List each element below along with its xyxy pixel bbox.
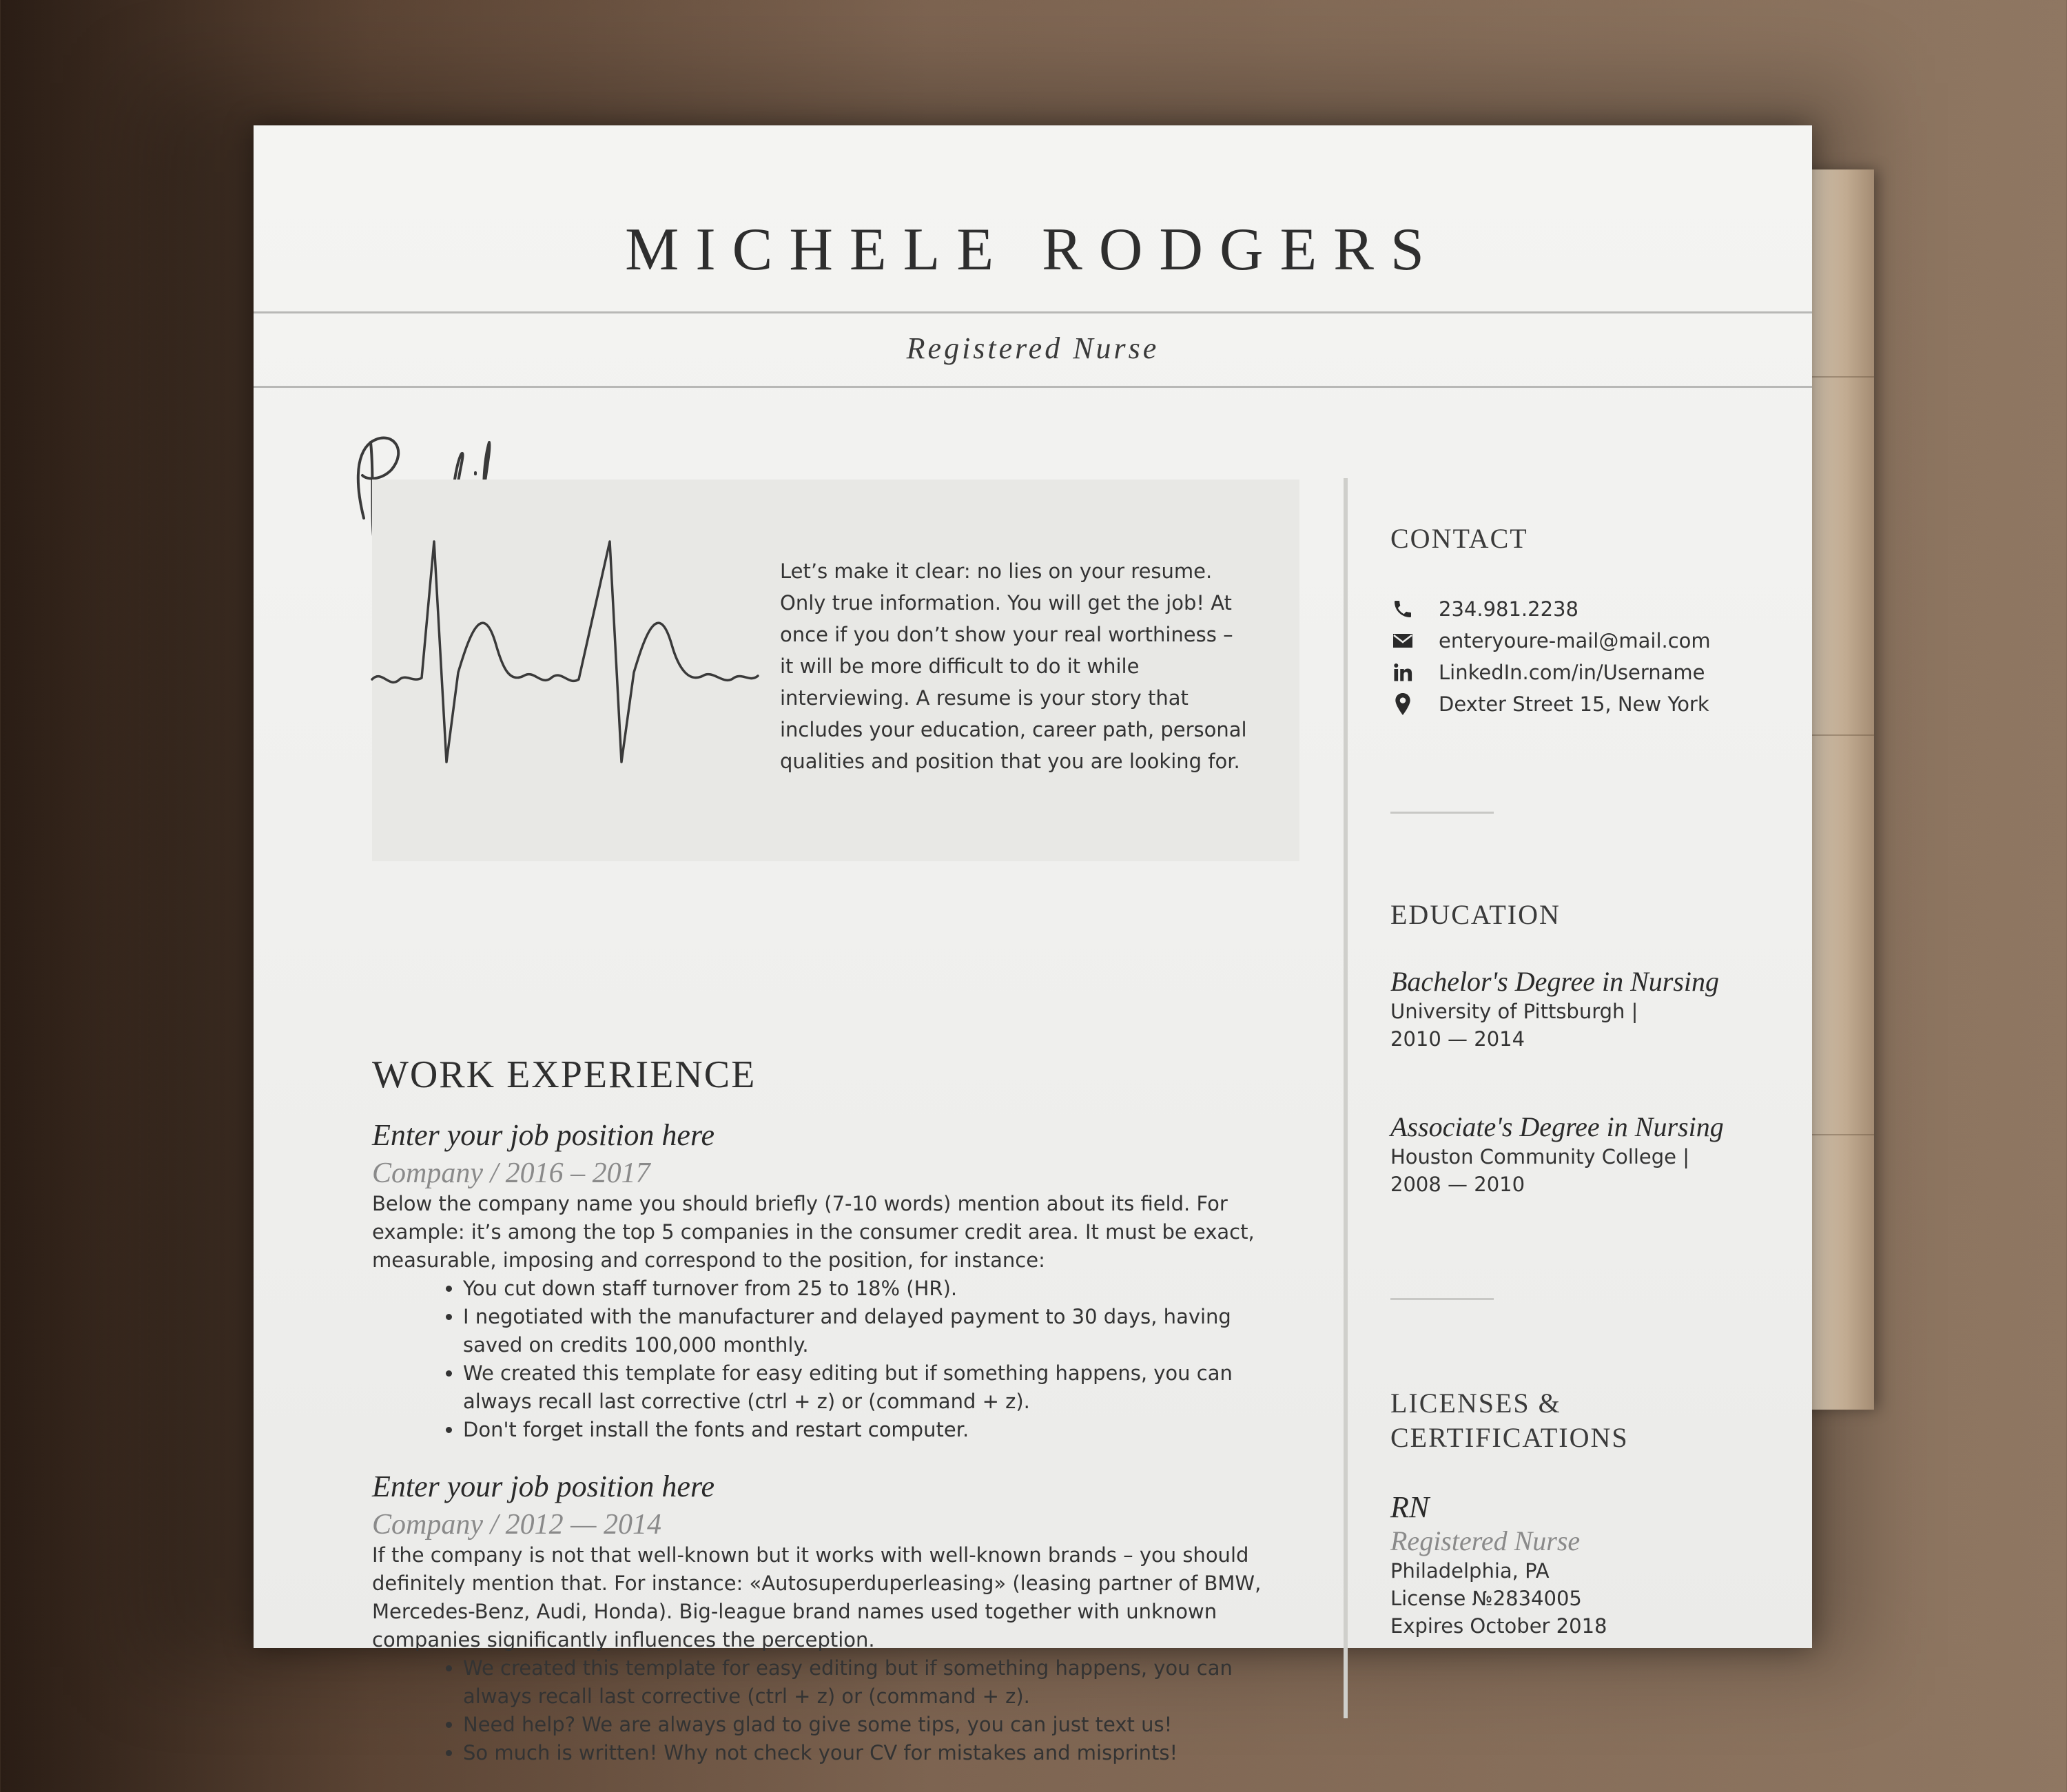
license-location: Philadelphia, PA (1390, 1559, 1550, 1583)
education-years: 2010 — 2014 (1390, 1027, 1525, 1051)
job-position: Enter your job position here (372, 1118, 714, 1152)
contact-phone-text[interactable]: 234.981.2238 (1439, 597, 1578, 621)
license-title: RN (1390, 1490, 1430, 1524)
work-experience (372, 1118, 1288, 1792)
licenses-heading-line2: CERTIFICATIONS (1390, 1422, 1629, 1453)
education-item (1390, 965, 1749, 1053)
job-description: If the company is not that well-known but it works with well-known brands – you should definitely mention that. For instance: «Autosuperduperleasing» (leasing partner of BMW, Mercedes-Benz, Audi, Honda). Big-league brand names used together with unknown companies significantly influences the perception. (372, 1543, 1262, 1651)
education-degree: Associate's Degree in Nursing (1390, 1111, 1724, 1142)
license-number: License №2834005 (1390, 1587, 1582, 1610)
education-item (1390, 1111, 1749, 1198)
phone-icon (1390, 597, 1415, 621)
contact-linkedin-text[interactable]: LinkedIn.com/in/Username (1439, 661, 1705, 684)
profile-text: Let’s make it clear: no lies on your resume. Only true information. You will get the job! At once if you don’t show your real worthiness – it will be more difficult to do it while interviewing. A resume is your story that includes your education, career path, personal qualities and position that you are looking for. (780, 559, 1247, 773)
education-degree: Bachelor's Degree in Nursing (1390, 966, 1720, 997)
education-school: Houston Community College | (1390, 1145, 1689, 1168)
job-bullets (372, 1275, 1288, 1444)
licenses-section (1390, 1386, 1749, 1640)
contact-linkedin (1390, 657, 1749, 688)
sidebar-rule (1390, 1298, 1494, 1300)
licenses-heading-line1: LICENSES & (1390, 1388, 1561, 1419)
job-company: Company / 2016 – 2017 (372, 1157, 650, 1189)
resume-name: MICHELE RODGERS (625, 216, 1441, 283)
contact-address-text: Dexter Street 15, New York (1439, 692, 1709, 716)
contact-email (1390, 625, 1749, 657)
resume-sheet (254, 125, 1812, 1764)
job-bullet: • Need help? We are always glad to give some tips, you can just text us! (463, 1711, 1288, 1739)
job-bullet: • I negotiated with the manufacturer and delayed payment to 30 days, having saved on credits 100,000 monthly. (463, 1303, 1288, 1359)
job-bullet: • We created this template for easy editing but if something happens, you can always recall last corrective (ctrl + z) or (command + z). (463, 1359, 1288, 1416)
license-item (1390, 1490, 1749, 1640)
education-school: University of Pittsburgh | (1390, 1000, 1638, 1023)
job-entry (372, 1469, 1288, 1767)
header-rule-bottom (254, 386, 1812, 388)
job-bullet: • So much is written! Why not check your CV for mistakes and misprints! (463, 1739, 1288, 1767)
education-heading: EDUCATION (1390, 899, 1561, 930)
job-bullet: • We created this template for easy editing but if something happens, you can always recall last corrective (ctrl + z) or (command + z). (463, 1654, 1288, 1711)
contact-address (1390, 688, 1749, 720)
job-bullet: • Don't forget install the fonts and restart computer. (463, 1416, 1288, 1444)
contact-heading: CONTACT (1390, 523, 1528, 554)
licenses-heading (1390, 1386, 1749, 1455)
education-years: 2008 — 2010 (1390, 1173, 1525, 1196)
license-subtitle: Registered Nurse (1390, 1525, 1581, 1556)
sidebar-rule (1390, 812, 1494, 814)
profile-box (372, 480, 1299, 861)
mail-icon (1390, 628, 1415, 653)
job-company: Company / 2012 — 2014 (372, 1509, 661, 1541)
resume-subtitle: Registered Nurse (906, 331, 1160, 365)
contact-phone (1390, 593, 1749, 625)
heartbeat-icon (372, 542, 758, 776)
column-divider (1344, 478, 1348, 1718)
job-bullets (372, 1654, 1288, 1767)
header-rule-top (254, 311, 1812, 313)
license-expires: Expires October 2018 (1390, 1614, 1607, 1638)
work-experience-heading: WORK EXPERIENCE (372, 1053, 757, 1096)
contact-section (1390, 522, 1749, 720)
job-position: Enter your job position here (372, 1470, 714, 1503)
contact-email-text[interactable]: enteryoure-mail@mail.com (1439, 629, 1711, 652)
education-section (1390, 898, 1749, 1198)
job-description: Below the company name you should briefly (7-10 words) mention about its field. For example: it’s among the top 5 companies in the consumer credit area. It must be exact, measurable, imposing and correspond to the position, for instance: (372, 1192, 1255, 1272)
linkedin-icon (1390, 660, 1415, 685)
location-pin-icon (1390, 692, 1415, 717)
job-bullet: • You cut down staff turnover from 25 to 18% (HR). (463, 1275, 1288, 1303)
job-entry (372, 1118, 1288, 1444)
